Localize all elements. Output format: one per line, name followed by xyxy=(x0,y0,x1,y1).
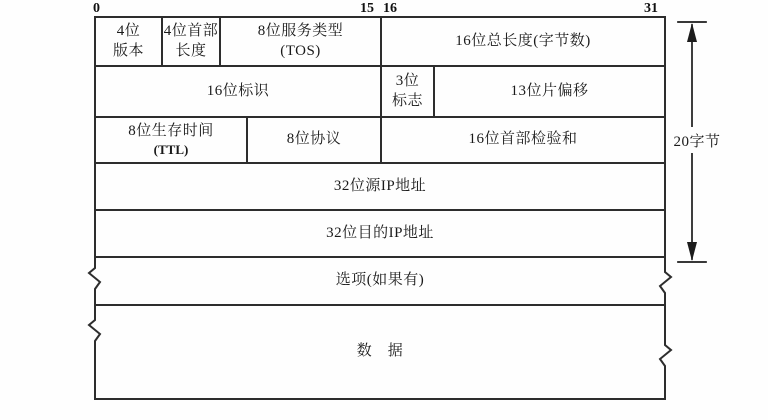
field-fragment-offset xyxy=(434,66,665,117)
field-header-length-line2: 长度 xyxy=(175,42,207,59)
bit-label-0: 0 xyxy=(93,1,100,16)
field-destination-ip-line1: 32位目的IP地址 xyxy=(326,224,434,241)
field-identification xyxy=(95,66,381,117)
field-header-length xyxy=(162,17,220,66)
field-protocol-line1: 8位协议 xyxy=(286,131,342,148)
field-total-length-line1: 16位总长度(字节数) xyxy=(455,32,591,49)
field-protocol xyxy=(247,117,381,163)
field-fragment-offset-line1: 13位片偏移 xyxy=(510,82,589,99)
bit-label-15: 15 xyxy=(360,1,374,16)
field-ttl-line1: 8位生存时间 xyxy=(128,122,214,139)
field-source-ip-line1: 32位源IP地址 xyxy=(333,177,427,194)
field-version-line2: 版本 xyxy=(112,42,144,59)
field-type-of-service xyxy=(220,17,381,66)
field-options xyxy=(95,257,665,305)
field-source-ip-address xyxy=(95,163,665,210)
bit-label-31: 31 xyxy=(644,1,658,16)
field-tos-line1: 8位服务类型 xyxy=(257,22,344,39)
field-flags xyxy=(381,66,434,117)
twenty-byte-extent-label: 20字节 xyxy=(668,127,726,153)
field-header-length-line1: 4位首部 xyxy=(163,22,219,39)
field-header-checksum-line1: 16位首部检验和 xyxy=(468,131,578,148)
field-destination-ip-address xyxy=(95,210,665,257)
field-identification-line1: 16位标识 xyxy=(206,82,270,99)
field-data xyxy=(95,305,665,399)
field-ttl-line2: (TTL) xyxy=(153,142,189,158)
field-flags-line2: 标志 xyxy=(391,92,423,109)
bit-label-16: 16 xyxy=(383,1,397,16)
field-flags-line1: 3位 xyxy=(395,72,420,89)
field-header-checksum xyxy=(381,117,665,163)
arrowhead-up-icon xyxy=(687,23,697,42)
field-version xyxy=(95,17,162,66)
field-tos-line2: (TOS) xyxy=(280,42,321,59)
field-options-line1: 选项(如果有) xyxy=(335,272,425,289)
arrowhead-down-icon xyxy=(687,242,697,261)
field-time-to-live xyxy=(95,117,247,163)
field-version-line1: 4位 xyxy=(116,22,141,39)
field-data-line1: 数 据 xyxy=(356,343,404,360)
field-total-length xyxy=(381,17,665,66)
